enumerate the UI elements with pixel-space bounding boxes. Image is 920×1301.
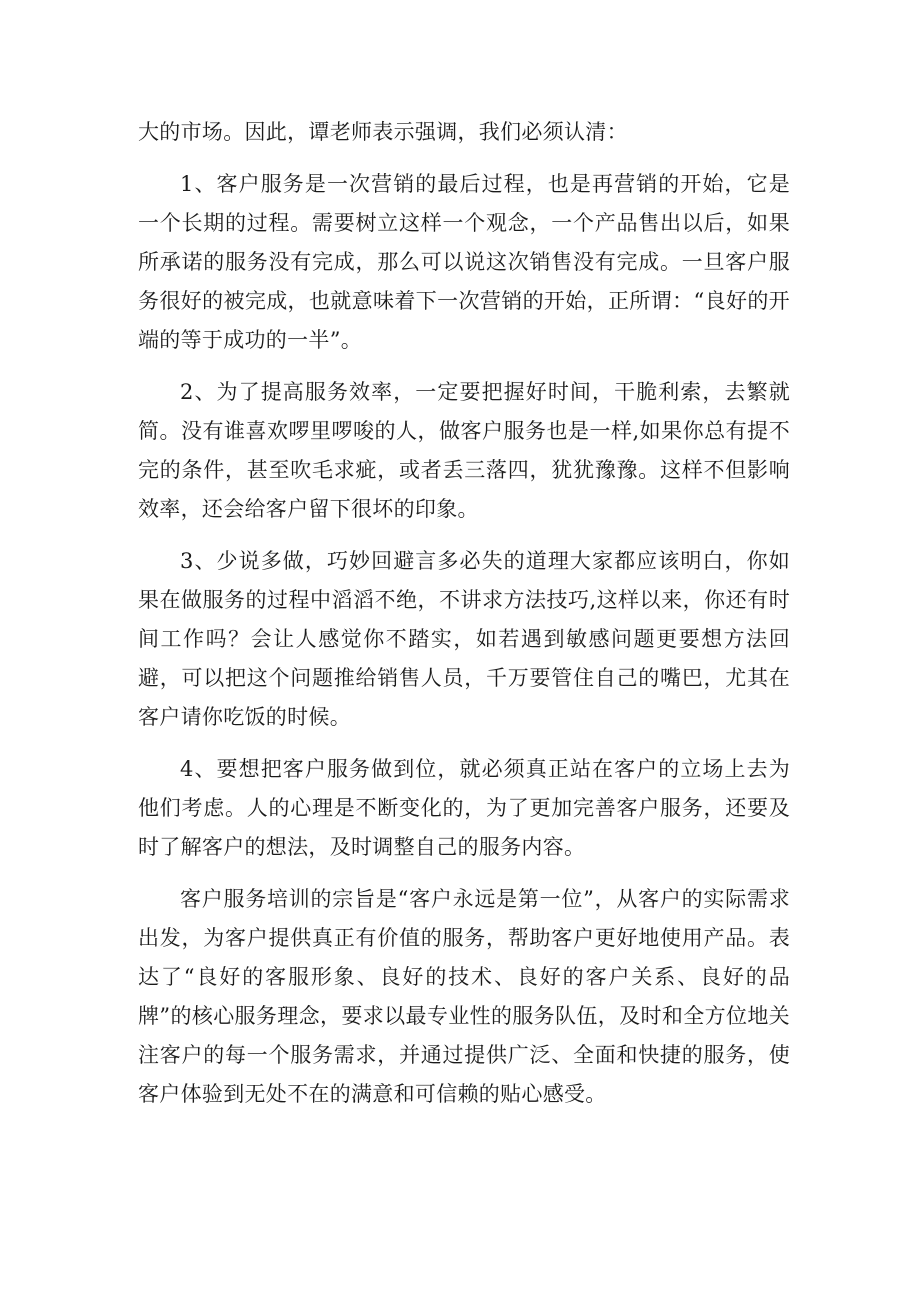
paragraph-summary: 客户服务培训的宗旨是“客户永远是第一位”，从客户的实际需求出发，为客户提供真正有价值的服务，帮助客户更好地使用产品。表达了“良好的客服形象、良好的技术、良好的客户关系、良好的品牌”的核心服务理念，要求以最专业性的服务队伍，及时和全方位地关注客户的每一个服务需求，并通过提供广泛、全面和快捷的服务，使客户体验到无处不在的满意和可信赖的贴心感受。 (138, 887, 790, 1106)
document-page (138, 113, 790, 1127)
paragraph-point-3: 3、少说多做，巧妙回避言多必失的道理大家都应该明白，你如果在做服务的过程中滔滔不绝，不讲求方法技巧,这样以来，你还有时间工作吗？会让人感觉你不踏实，如若遇到敏感问题更要想方法回避，可以把这个问题推给销售人员，千万要管住自己的嘴巴，尤其在客户请你吃饭的时候。 (138, 549, 790, 729)
paragraph-point-1: 1、客户服务是一次营销的最后过程，也是再营销的开始，它是一个长期的过程。需要树立这样一个观念，一个产品售出以后，如果所承诺的服务没有完成，那么可以说这次销售没有完成。一旦客户服务很好的被完成，也就意味着下一次营销的开始，正所谓：“良好的开端的等于成功的一半”。 (138, 172, 790, 352)
paragraph-continuation: 大的市场。因此，谭老师表示强调，我们必须认清： (138, 120, 628, 144)
paragraph-point-2: 2、为了提高服务效率，一定要把握好时间，干脆利索，去繁就简。没有谁喜欢啰里啰唆的人，做客户服务也是一样,如果你总有提不完的条件，甚至吹毛求疵，或者丢三落四，犹犹豫豫。这样不但影响效率，还会给客户留下很坏的印象。 (138, 380, 790, 521)
paragraph-point-4: 4、要想把客户服务做到位，就必须真正站在客户的立场上去为他们考虑。人的心理是不断变化的，为了更加完善客户服务，还要及时了解客户的想法，及时调整自己的服务内容。 (138, 757, 790, 859)
